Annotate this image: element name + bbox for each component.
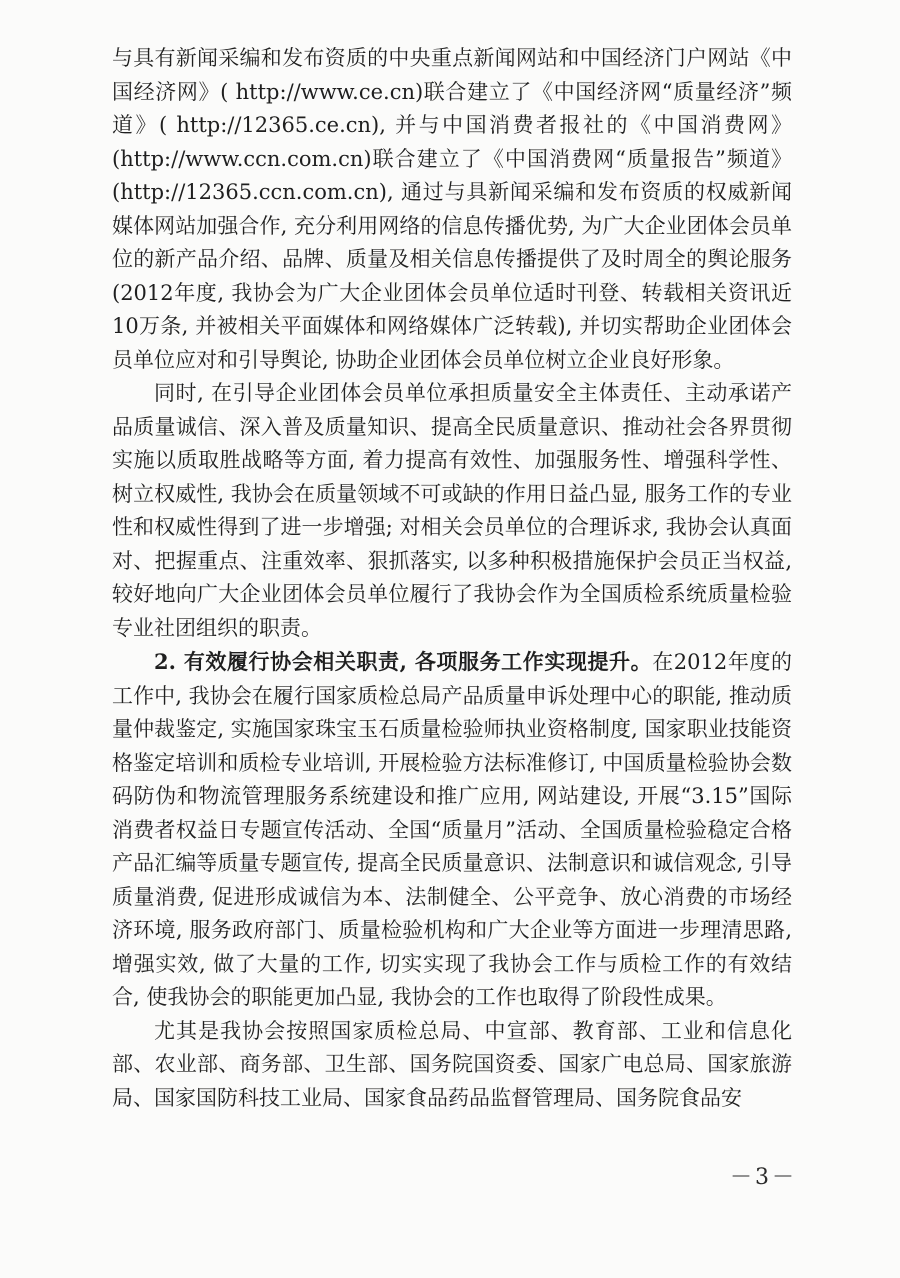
paragraph-2: 同时, 在引导企业团体会员单位承担质量安全主体责任、主动承诺产品质量诚信、深入普及质量知识、提高全民质量意识、推动社会各界贯彻实施以质取胜战略等方面, 着力提高有效性、加强服务性、增强科学性、树立权威性, 我协会在质量领域不可或缺的作用日益凸显, 服务工作的专业性和权威性得到了进一步增强; 对相关会员单位的合理诉求, 我协会认真面对、把握重点、注重效率、狠抓落实, 以多种积极措施保护会员正当权益, 较好地向广大企业团体会员单位履行了我协会作为全国质检系统质量检验专业社团组织的职责。	[112, 381, 792, 640]
paragraph-3	[112, 645, 792, 1015]
section-heading: 2. 有效履行协会相关职责, 各项服务工作实现提升。	[154, 649, 653, 674]
paragraph-4: 尤其是我协会按照国家质检总局、中宣部、教育部、工业和信息化部、农业部、商务部、卫生部、国务院国资委、国家广电总局、国家旅游局、国家国防科技工业局、国家食品药品监督管理局、国务院食品安	[112, 1018, 792, 1110]
paragraph-3-body: 在2012年度的工作中, 我协会在履行国家质检总局产品质量申诉处理中心的职能, 推动质量仲裁鉴定, 实施国家珠宝玉石质量检验师执业资格制度, 国家职业技能资格鉴定培训和质检专业培训, 开展检验方法标准修订, 中国质量检验协会数码防伪和物流管理服务系统建设和推广应用, 网站建设, 开展“3.15”国际消费者权益日专题宣传活动、全国“质量月”活动、全国质量检验稳定合格产品汇编等质量专题宣传, 提高全民质量意识、法制意识和诚信观念, 引导质量消费, 促进形成诚信为本、法制健全、公平竞争、放心消费的市场经济环境, 服务政府部门、质量检验机构和广大企业等方面进一步理清思路, 增强实效, 做了大量的工作, 切实实现了我协会工作与质检工作的有效结合, 使我协会的职能更加凸显, 我协会的工作也取得了阶段性成果。	[112, 650, 792, 1009]
paragraph-1: 与具有新闻采编和发布资质的中央重点新闻网站和中国经济门户网站《中国经济网》( http://www.ce.cn)联合建立了《中国经济网“质量经济”频道》( http://12365.ce.cn), 并与中国消费者报社的《中国消费网》(http://www.ccn.com.cn)联合建立了《中国消费网“质量报告”频道》(http://12365.ccn.com.cn), 通过与具新闻采编和发布资质的权威新闻媒体网站加强合作, 充分利用网络的信息传播优势, 为广大企业团体会员单位的新产品介绍、品牌、质量及相关信息传播提供了及时周全的舆论服务(2012年度, 我协会为广大企业团体会员单位适时刊登、转载相关资讯近10万条, 并被相关平面媒体和网络媒体广泛转载), 并切实帮助企业团体会员单位应对和引导舆论, 协助企业团体会员单位树立企业良好形象。	[112, 46, 792, 372]
body-text	[112, 42, 792, 1115]
page-number: －3－	[730, 1165, 797, 1190]
